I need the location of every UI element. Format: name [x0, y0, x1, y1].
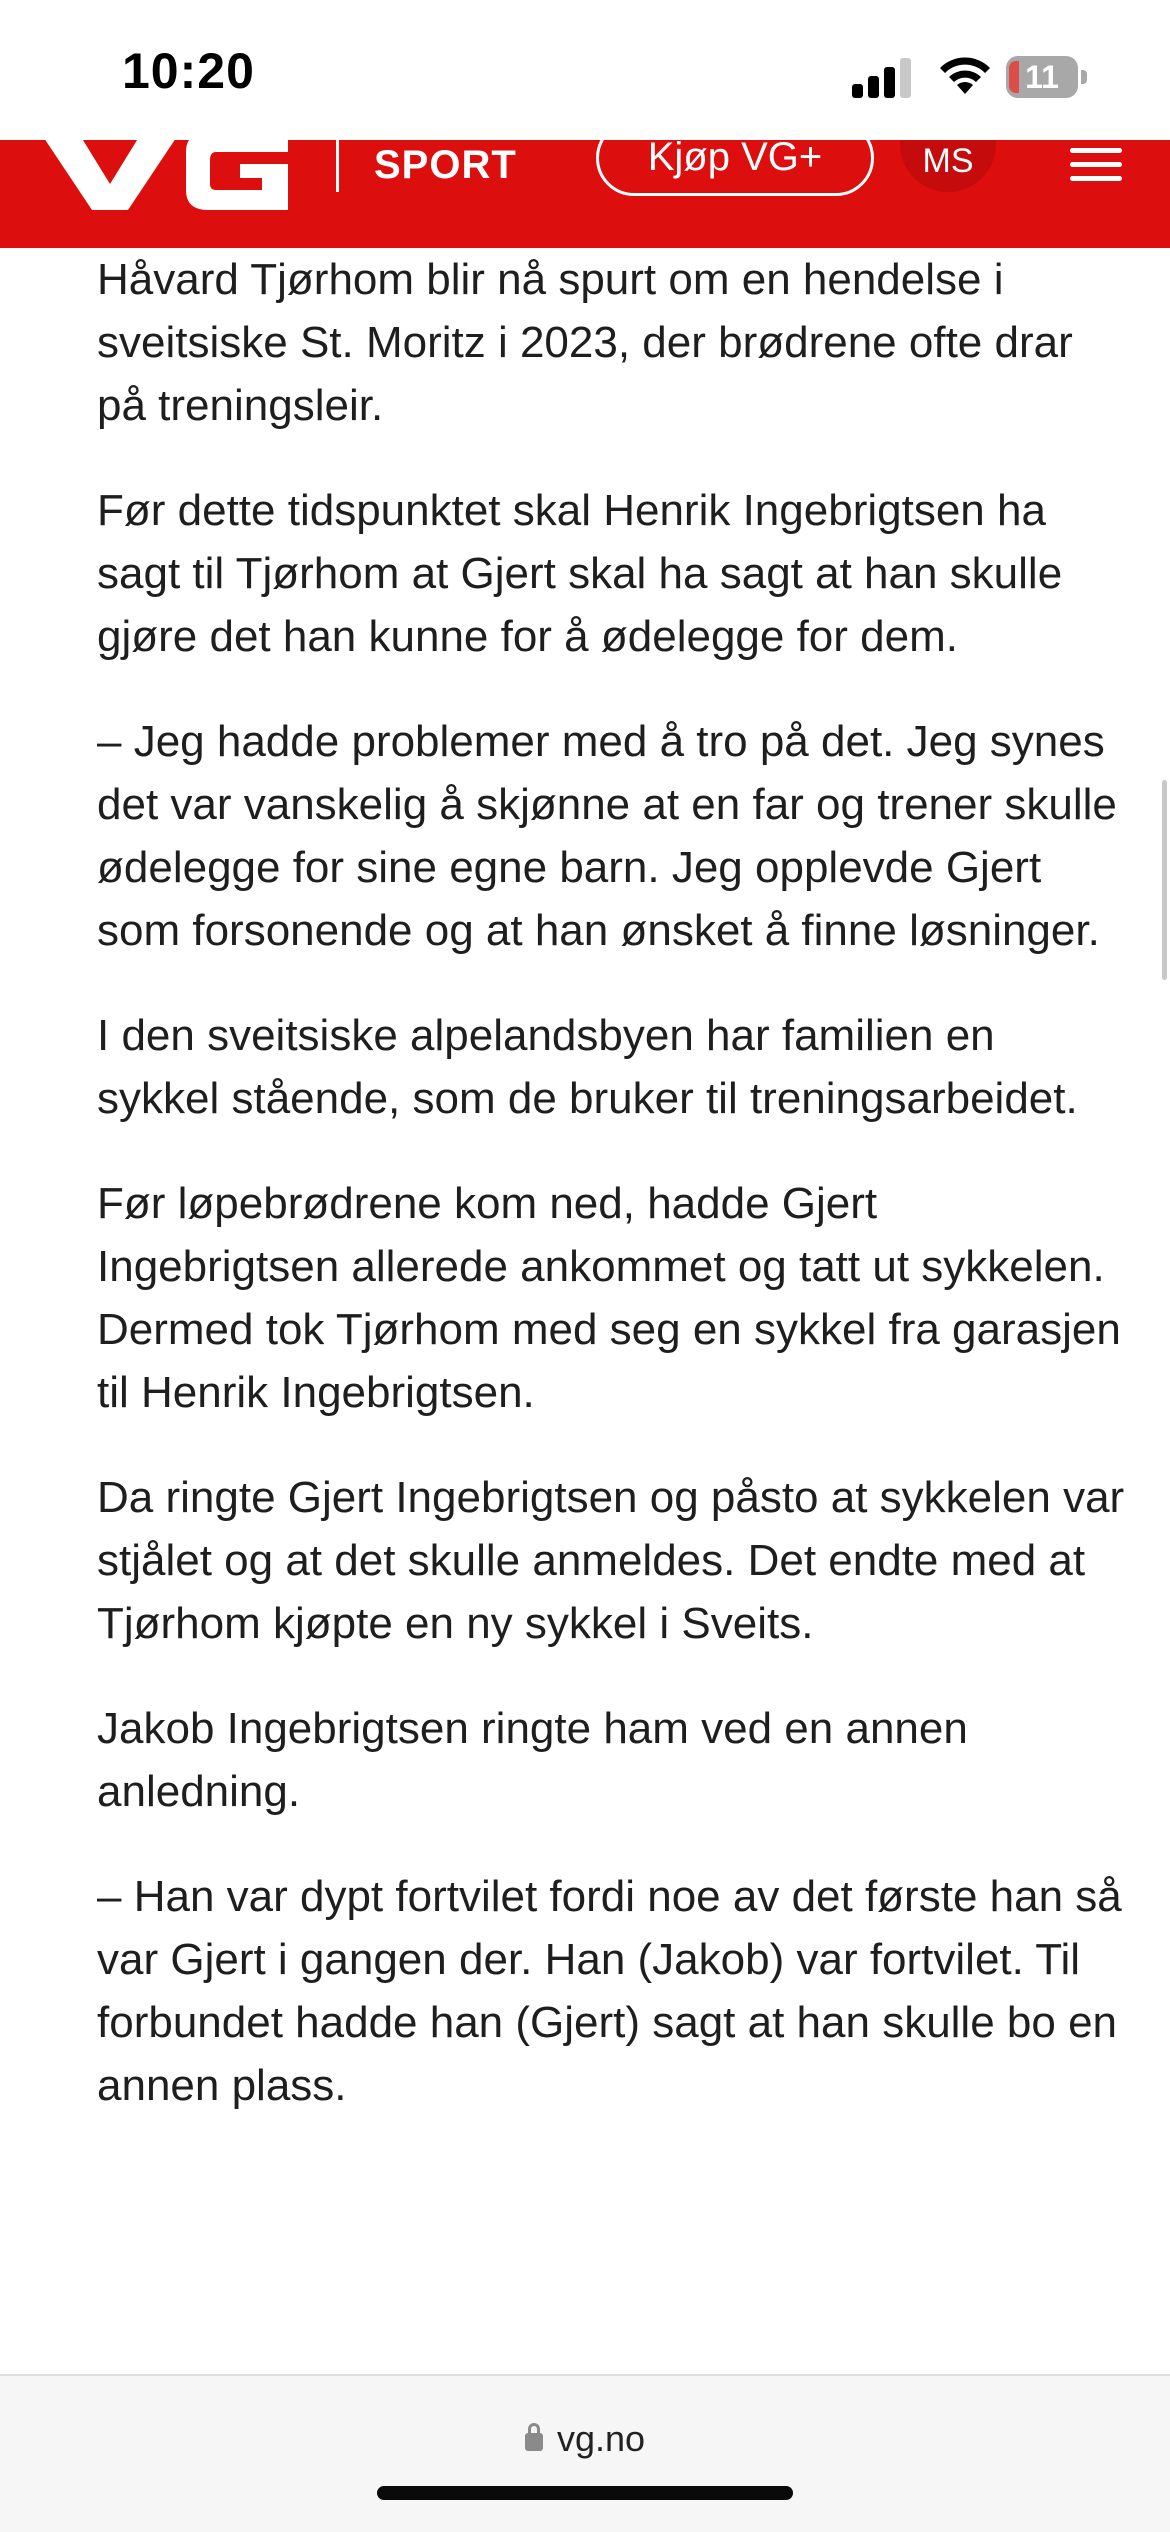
article-paragraph: I den sveitsiske alpelandsbyen har familien en sykkel stående, som de bruker til treningsarbeidet.	[97, 1011, 1078, 1123]
article-paragraph: Da ringte Gjert Ingebrigtsen og påsto at sykkelen var stjålet og at det skulle anmeldes. Det endte med at Tjørhom kjøpte en ny sykkel i Sveits.	[97, 1473, 1125, 1648]
article-body	[97, 248, 1127, 2159]
article-paragraph: Før dette tidspunktet skal Henrik Ingebrigtsen ha sagt til Tjørhom at Gjert skal ha sagt at han skulle gjøre det han kunne for å ødelegge for dem.	[97, 486, 1063, 661]
url-text: vg.no	[556, 2418, 646, 2459]
status-time: 10:20	[122, 43, 255, 99]
battery-icon	[1006, 56, 1088, 98]
article-paragraph: Håvard Tjørhom blir nå spurt om en hendelse i sveitsiske St. Moritz i 2023, der brødrene ofte drar på treningsleir.	[97, 255, 1073, 430]
section-label[interactable]: SPORT	[374, 143, 517, 187]
article-paragraph: Jakob Ingebrigtsen ringte ham ved en annen anledning.	[97, 1704, 968, 1816]
article-paragraph: – Han var dypt fortvilet fordi noe av det første han så var Gjert i gangen der. Han (Jakob) var fortvilet. Til forbundet hadde han (Gjert) sagt at han skulle bo en annen plass.	[97, 1872, 1122, 2110]
menu-icon[interactable]	[1070, 140, 1122, 184]
browser-bar	[0, 2374, 1170, 2532]
scroll-indicator[interactable]	[1162, 780, 1167, 980]
battery-level: 11	[1006, 56, 1078, 98]
home-indicator[interactable]	[377, 2486, 793, 2500]
article-paragraph: Før løpebrødrene kom ned, hadde Gjert Ingebrigtsen allerede ankommet og tatt ut sykkelen. Dermed tok Tjørhom med seg en sykkel fra garasjen til Henrik Ingebrigtsen.	[97, 1179, 1121, 1417]
signal-icon	[852, 58, 914, 98]
vg-logo[interactable]	[40, 140, 290, 218]
lock-icon	[525, 2431, 543, 2453]
subscribe-button[interactable]: Kjøp VG+	[596, 140, 874, 196]
site-header	[0, 140, 1170, 248]
header-divider	[336, 140, 339, 192]
status-bar	[0, 0, 1170, 140]
avatar-button[interactable]: MS	[900, 140, 996, 192]
article-paragraph: – Jeg hadde problemer med å tro på det. Jeg synes det var vanskelig å skjønne at en far og trener skulle ødelegge for sine egne barn. Jeg opplevde Gjert som forsonende og at han ønsket å finne løsninger.	[97, 717, 1117, 955]
address-bar[interactable]	[0, 2418, 1170, 2460]
wifi-icon	[935, 52, 995, 98]
